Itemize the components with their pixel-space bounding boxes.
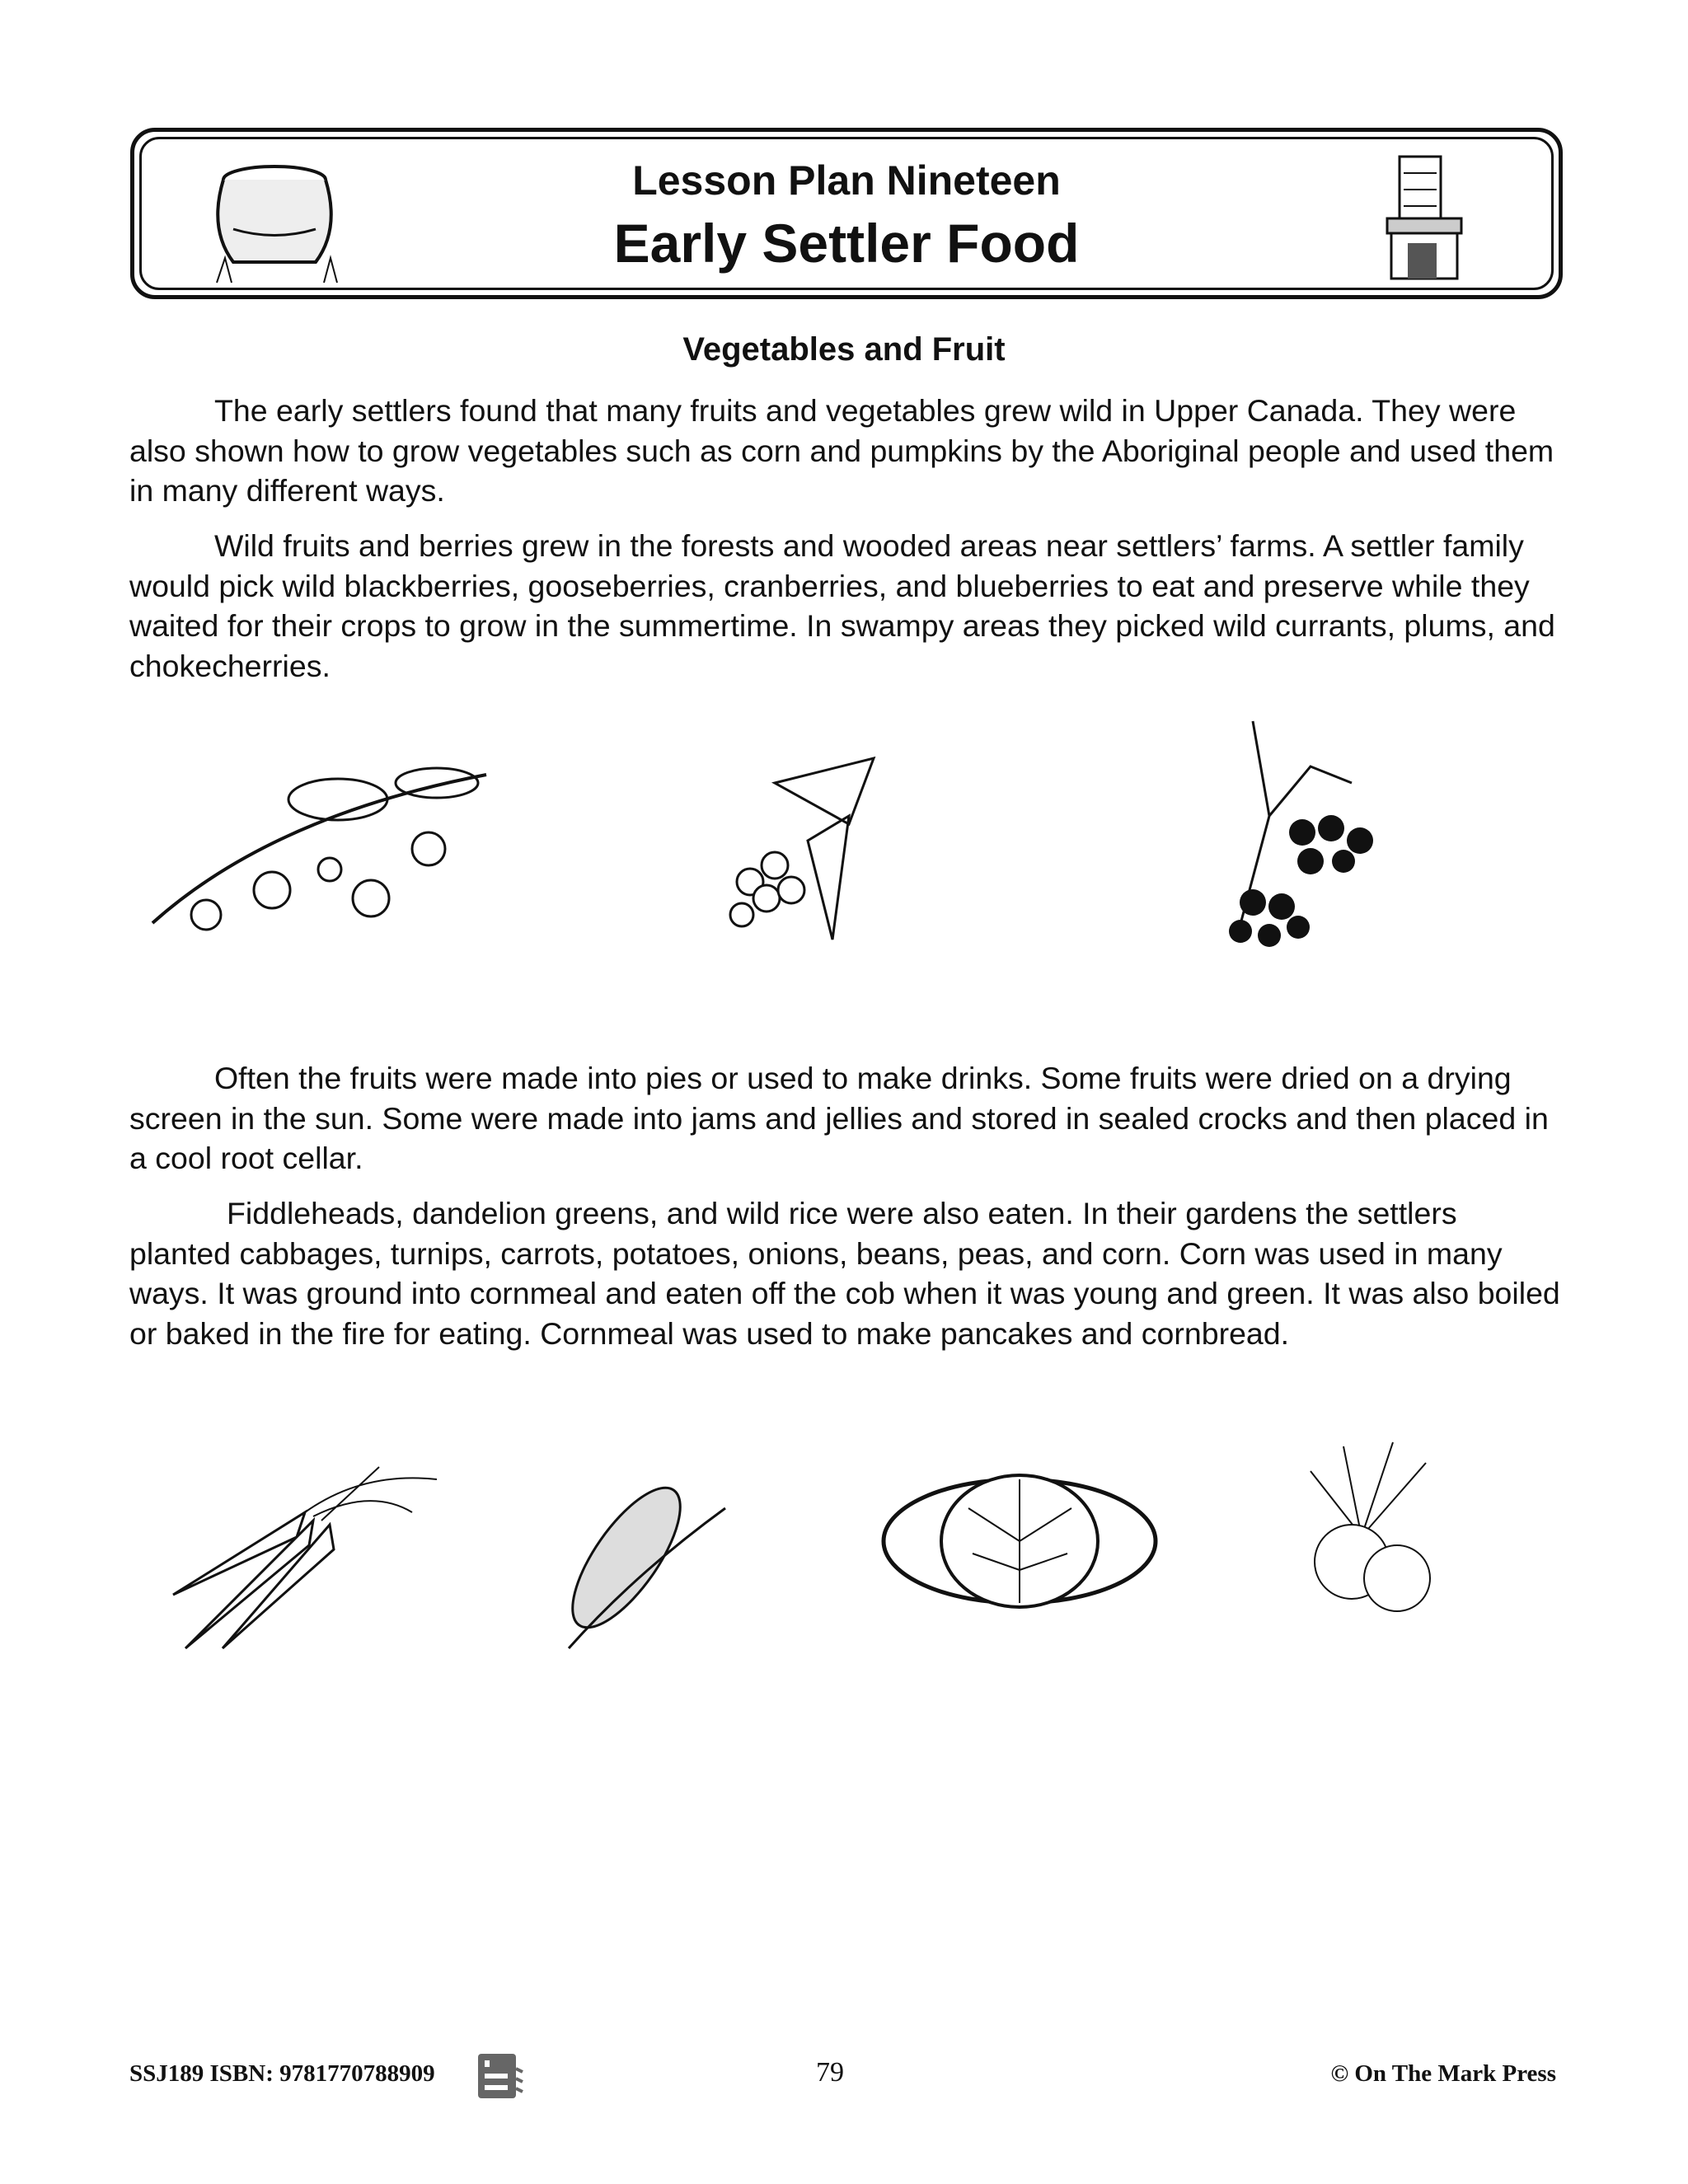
cabbage-illustration <box>878 1463 1162 1615</box>
carrots-illustration <box>165 1463 445 1661</box>
copyright: © On The Mark Press <box>1330 2060 1556 2087</box>
paragraph-4-text: Fiddleheads, dandelion greens, and wild rice were also eaten. In their gardens the settlers planted cabbages, turnips, carrots, potatoes, onions, beans, peas, and corn. Corn was used in many ways. It was ground into cornmeal and eaten off the cob when it was young and green. It was also boiled or baked in the fire for eating. Cornmeal was used to make pancakes and cornbread. <box>129 1196 1560 1351</box>
paragraph-3 <box>129 1058 1564 1179</box>
turnips-illustration <box>1302 1438 1451 1619</box>
blueberry-illustration <box>709 750 898 956</box>
paragraph-2 <box>129 526 1564 686</box>
corn-illustration <box>536 1459 734 1661</box>
paragraph-3-text: Often the fruits were made into pies or used to make drinks. Some fruits were dried on a drying screen in the sun. Some were made into jams and jellies and stored in sealed crocks and then placed in a cool root cellar. <box>129 1061 1549 1175</box>
paragraph-2-text: Wild fruits and berries grew in the forests and wooded areas near settlers’ farms. A settler family would pick wild blackberries, gooseberries, cranberries, and blueberries to eat and preserve while they waited for their crops to grow in the summertime. In swampy areas they picked wild currants, plums, and chokecherries. <box>129 528 1555 683</box>
paragraph-1-text: The early settlers found that many fruits and vegetables grew wild in Upper Canada. They were also shown how to grow vegetables such as corn and pumpkins by the Aboriginal people and used them in many different ways. <box>129 393 1554 508</box>
lesson-number: Lesson Plan Nineteen <box>632 157 1061 204</box>
lesson-header-banner <box>130 128 1563 299</box>
section-title: Vegetables and Fruit <box>682 331 1006 368</box>
chokecherry-illustration <box>1187 717 1401 956</box>
page-title: Early Settler Food <box>613 213 1080 274</box>
book-icon <box>476 2052 526 2100</box>
isbn-code: SSJ189 ISBN: 9781770788909 <box>129 2060 435 2087</box>
page-number: 79 <box>816 2057 844 2088</box>
blackberry-branch-illustration <box>148 742 503 948</box>
paragraph-1 <box>129 391 1564 511</box>
paragraph-4 <box>129 1193 1564 1353</box>
